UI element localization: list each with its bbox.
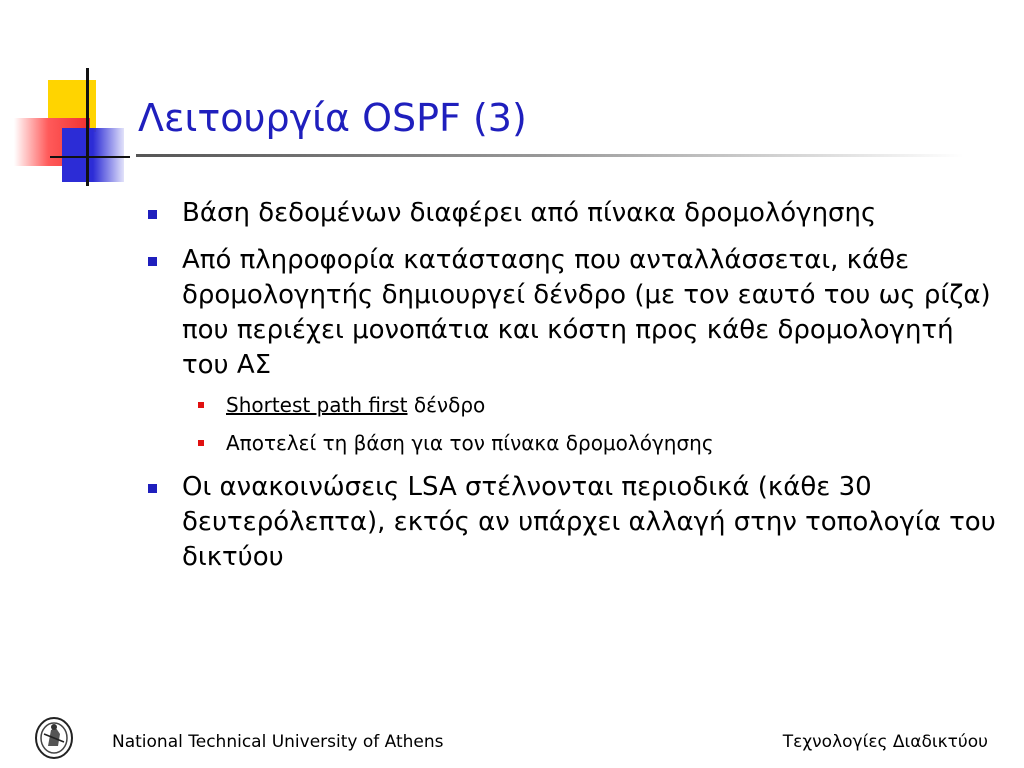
footer-course-title: Τεχνολογίες Διαδικτύου: [782, 732, 988, 752]
bullet-text: Οι ανακοινώσεις LSA στέλνονται περιοδικά (κάθε 30 δευτερόλεπτα), εκτός αν υπάρχει αλλαγή στην τοπολογία του δικτύου: [182, 472, 996, 572]
sub-bullet-square-icon: [198, 440, 204, 446]
shortest-path-first-link[interactable]: Shortest path first: [226, 393, 408, 417]
title-underline-rule: [136, 154, 964, 157]
footer-institution: National Technical University of Athens: [112, 732, 444, 752]
bullet-square-icon: [148, 484, 157, 493]
bullet-item: [148, 196, 998, 231]
sub-bullet-list: [148, 392, 998, 456]
bullet-item: [148, 243, 998, 383]
sub-bullet-square-icon: [198, 402, 204, 408]
bullet-text: Βάση δεδομένων διαφέρει από πίνακα δρομολόγησης: [182, 198, 877, 228]
sub-bullet-item: [194, 392, 998, 418]
sub-bullet-text: Αποτελεί τη βάση για τον πίνακα δρομολόγησης: [226, 431, 714, 455]
slide-title: Λειτουργία OSPF (3): [138, 96, 527, 140]
horizontal-divider-line: [50, 156, 130, 158]
bullet-square-icon: [148, 257, 157, 266]
bullet-item: [148, 470, 998, 575]
slide-content: [148, 196, 998, 587]
blue-square: [62, 128, 124, 182]
bullet-text: Από πληροφορία κατάστασης που ανταλλάσσεται, κάθε δρομολογητής δημιουργεί δένδρο (με τον εαυτό του ως ρίζα) που περιέχει μονοπάτια και κόστη προς κάθε δρομολογητή του ΑΣ: [182, 245, 991, 380]
bullet-square-icon: [148, 210, 157, 219]
sub-bullet-item: [194, 430, 998, 456]
decorative-squares: [0, 0, 160, 200]
sub-bullet-text: δένδρο: [407, 393, 486, 417]
vertical-divider-line: [86, 68, 89, 186]
university-seal-icon: [34, 716, 74, 760]
